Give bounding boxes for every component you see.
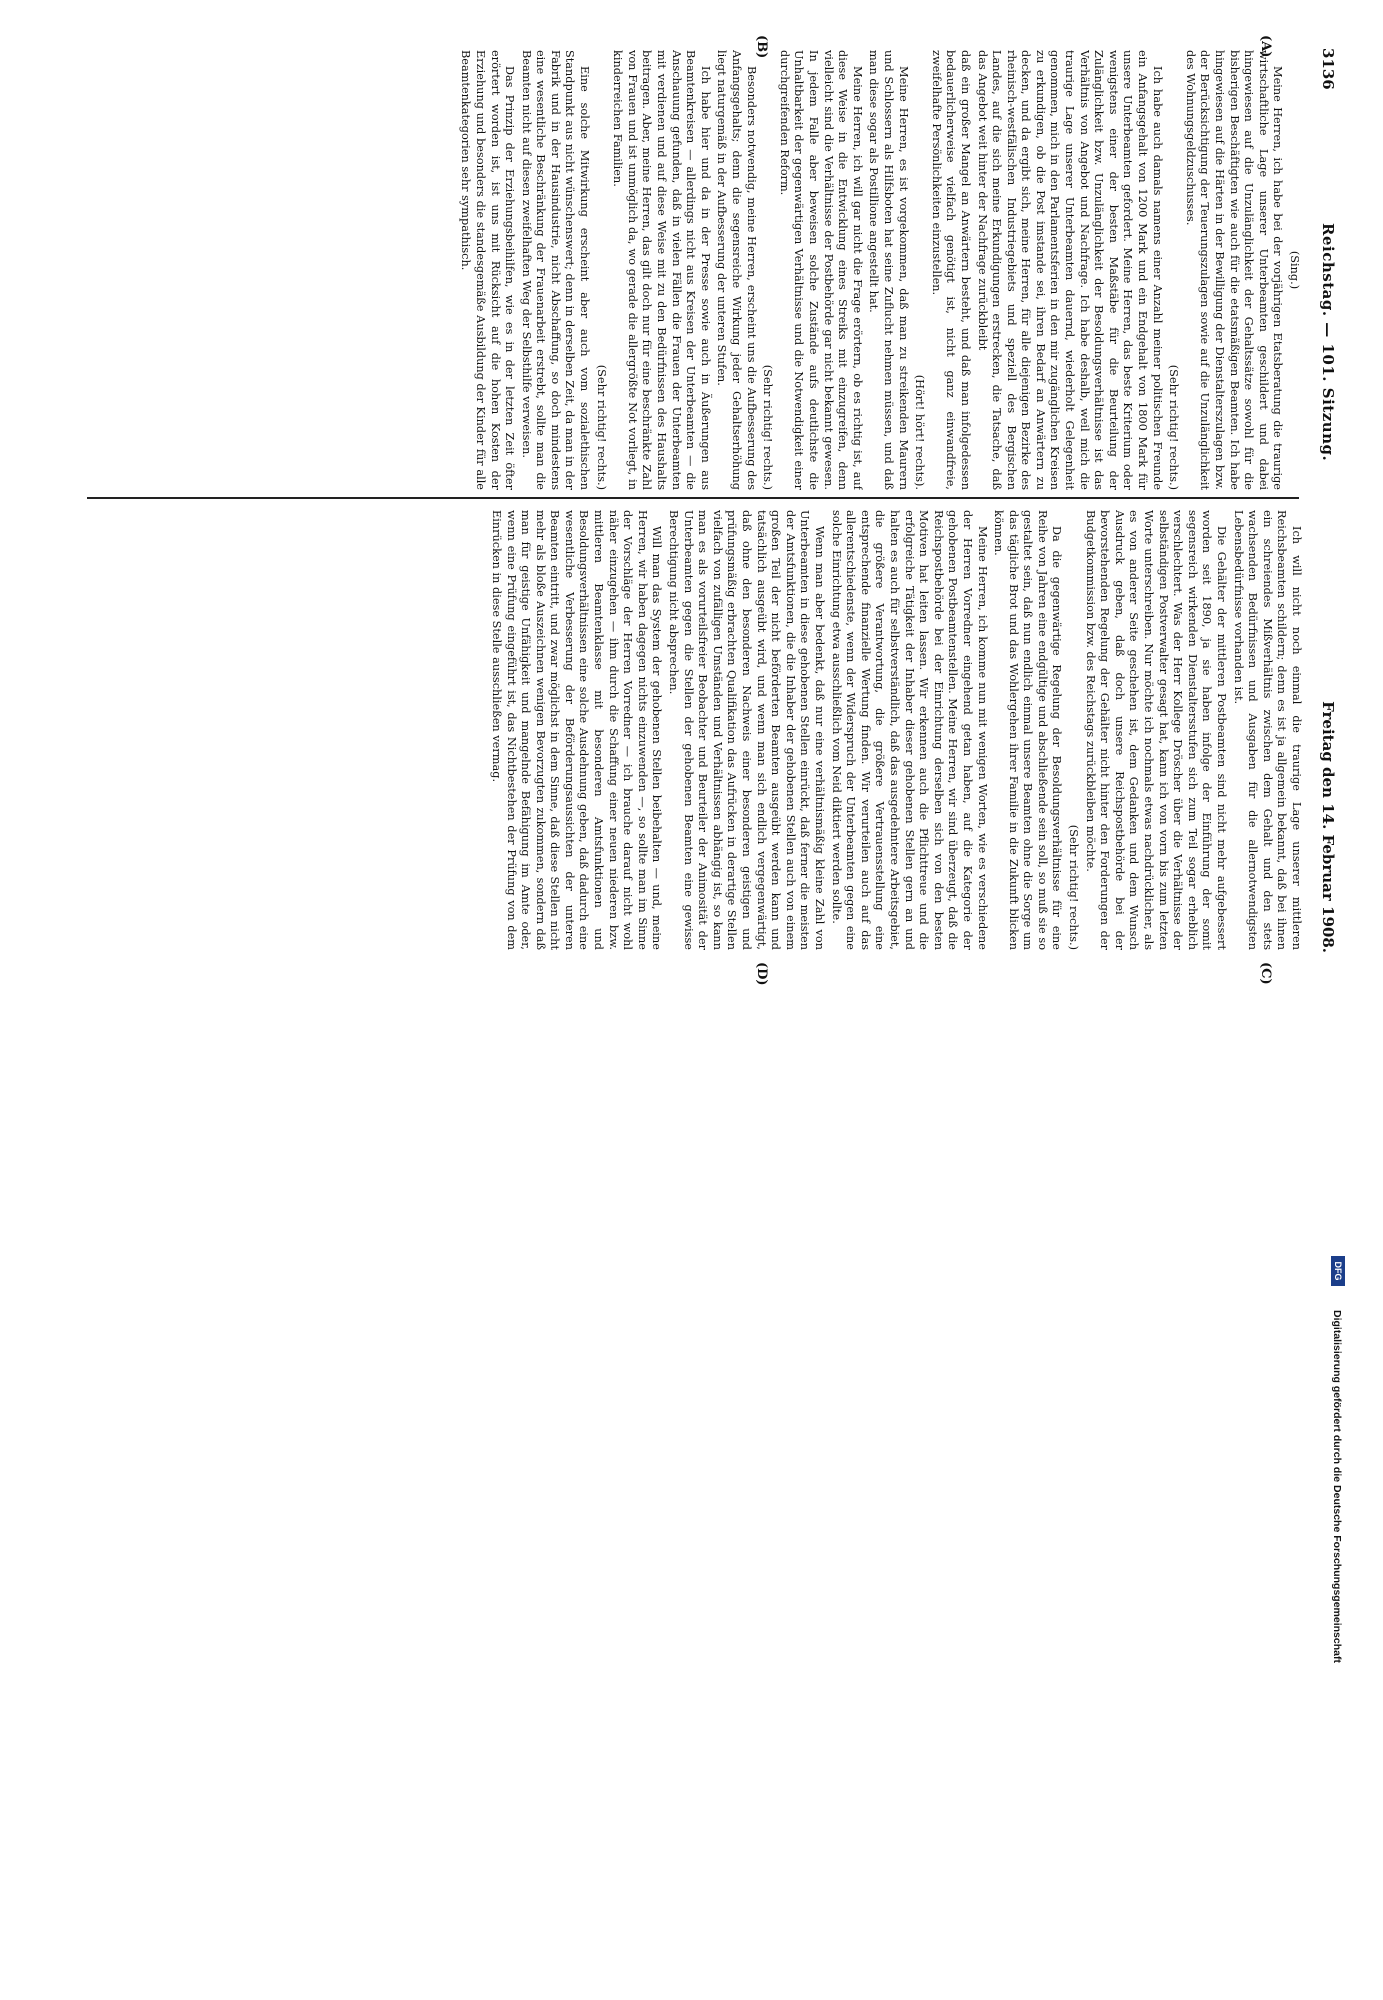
page-number: 3136 [1319,48,1337,90]
running-date: Freitag den 14. Februar 1908. [1319,701,1337,953]
paragraph: Meine Herren, ich habe bei der vorjährigen Etatsberatung die traurige wirtschaftliche Lage unserer Unterbeamten geschildert und dabei hingewiesen auf die Unzulänglichkeit der Gehaltssätze sowohl für die bisherigen Beschäftigten wie auch für die etatsmäßigen Beamten. Ich habe hingewiesen auf die Härten in der Bewilligung der Dienstalterszulagen bzw. der Berücksichtigung der Teuerungszulagen sowie auf die Unzulänglichkeit des Wohnungsgeldzuschusses. [1183,50,1285,490]
paragraph: Die Gehälter der mittleren Postbeamten sind nicht mehr aufgebessert worden seit 1890, ja sie haben infolge der Einführung der somit segensreich wirkenden Dienstaltersstufen sich zum Teil sogar erheblich verschlechtert. Was der Herr Kollege Dröscher über die Verhältnisse der selbständigen Postverwalter gesagt hat, kann ich von vorn bis zum letzten Worte unterschreiben. Nur möchte ich nochmals etwas nachdrücklicher, als es von anderer Seite geschehen ist, dem Gedanken und dem Wunsch Ausdruck geben, daß doch unsere Reichspostbehörde bei der bevorstehenden Regelung der Gehälter nicht hinter den Forderungen der Budgetkommission bzw. des Reichstags zurückbleiben möchte. [1083,510,1229,950]
paragraph: Meine Herren, ich will gar nicht die Frage erörtern, ob es richtig ist, auf diese Weise in die Entwicklung eines Streiks mit einzugreifen, denn vielleicht sind die Verhältnisse der Postbehörde gar nicht bekannt gewesen. In jedem Falle aber beweisen solche Zustände aufs deutlichste die Unhaltbarkeit der gegenwärtigen Verhältnisse und die Notwendigkeit einer durchgreifenden Reform. [777,50,864,490]
paragraph: Ich habe auch damals namens einer Anzahl meiner politischen Freunde ein Anfangsgehalt von 1200 Mark und ein Endgehalt von 1800 Mark für unsere Unterbeamten gefordert. Meine Herren, das beste Kriterium oder wenigstens einer der besten Maßstäbe für die Beurteilung der Zulänglichkeit bzw. Unzulänglichkeit der Besoldungsverhältnisse ist das Verhältnis von Angebot und Nachfrage. Ich habe deshalb, weil mich die traurige Lage unserer Unterbeamten dauernd, wiederholt Gelegenheit genommen, mich in den Parlamentsferien in den mir zugänglichen Kreisen zu erkundigen, ob die Post imstande sei, ihren Bedarf an Anwärtern zu decken, und da ergibt sich, meine Herren, für alle diejenigen Bezirke des rheinisch-westfälischen Industriegebiets und speziell des Bergischen Landes, auf die sich meine Erkundigungen erstrecken, die Tatsache, daß das Angebot weit hinter der Nachfrage zurückbleibt [975,50,1164,490]
margin-marker-a: (A) [1258,35,1273,58]
margin-marker-d: (D) [754,962,769,986]
digitization-credit: Digitalisierung gefördert durch die Deutsche Forschungsgemeinschaft [1331,1310,1343,1663]
running-head: Reichstag. — 101. Sitzung. [1319,223,1337,462]
interjection: (Sehr richtig! rechts.) [1067,824,1081,950]
paragraph: Ich habe hier und da in der Presse sowie auch in Äußerungen aus Beamtenkreisen — allerdings nicht aus Kreisen der Unterbeamten — die Anschauung gefunden, daß in vielen Fällen die Frauen der Unterbeamten mit verdienen und auf diese Weise mit zu den Bedürfnissen des Haushalts beitragen. Aber, meine Herren, das gilt doch nur für eine beschränkte Zahl von Frauen und ist unmöglich da, wo gerade die allergrößte Not vorliegt, in kinderreichen Familien. [611,50,712,490]
interjection: (Sehr richtig! rechts.) [761,364,775,490]
margin-marker-c: (C) [1258,962,1273,985]
paragraph: Eine solche Mitwirkung erscheint aber auch vom sozialethischen Standpunkt aus nicht wünschenswert; denn in derselben Zeit, da man in der Fabrik und in der Hausindustrie, nicht Abschaffung, so doch mindestens eine wesentliche Beschränkung der Frauenarbeit erstrebt, sollte man die Beamten nicht auf diesen zweifelhaften Weg der Selbsthilfe verweisen. [519,50,592,490]
left-column [83,50,1303,490]
interjection: (Sehr richtig! rechts.) [594,364,608,490]
paragraph: Meine Herren, ich komme nun mit wenigen Worten, wie es verschiedene der Herren Vorredner eingehend getan haben, auf die Kategorie der gehobenen Postbeamtenstellen. Meine Herren, wir sind überzeugt, daß die Reichspostbehörde bei der Einrichtung derselben sich von den besten Motiven hat leiten lassen. Wir erkennen auch die Pflichttreue und die erfolgreiche Tätigkeit der Inhaber dieser gehobenen Stellen gern an und halten es auch für selbstverständlich, daß das ausgedehntere Arbeitsgebiet, die größere Verantwortung, die größere Vertrauensstellung eine entsprechende finanzielle Wertung finden. Wir verurteilen auch auf das allerentschiedenste, wenn der Widerspruch der Unterbeamten gegen eine solche Einrichtung etwa ausschließlich vom Neid diktiert werden sollte. [829,510,989,950]
interjection: (Hört! hört! rechts). [913,374,927,490]
page-header [1309,48,1343,953]
column-divider [87,497,1299,499]
paragraph: Meine Herren, es ist vorgekommen, daß man zu streikenden Maurern und Schlossern als Hilfsboten hat seine Zuflucht nehmen müssen, und daß man diese sogar als Postillione angestellt hat. [867,50,910,490]
margin-marker-b: (B) [754,35,769,59]
paragraph: Wenn man aber bedenkt, daß nur eine verhältnismäßig kleine Zahl von Unterbeamten in diese gehobenen Stellen einrückt, daß ferner die meisten der Amtsfunktionen, die die Inhaber der gehobenen Stellen auch von einem großen Teil der nicht beförderten Beamten ausgeübt werden kann und tatsächlich ausgeübt wird, und wenn man sich endlich vergegenwärtigt, daß ohne den besonderen Nachweis einer besonderen geistigen und prüfungsmäßig erbrachten Qualifikation das Aufrücken in derartige Stellen vielfach von zufälligen Umständen und Verhältnissen abhängig ist, so kann man es als vorurteilsfreier Beobachter und Beurteiler der Animosität der Unterbeamten gegen die Stellen der gehobenen Beamten eine gewisse Berechtigung nicht absprechen. [667,510,826,950]
paragraph: Das Prinzip der Erziehungsbeihilfen, wie es in der letzten Zeit öfter erörtert worden ist, ist uns mit Rücksicht auf die hohen Kosten der Erziehung und besonders die standesgemäße Ausbildung der Kinder für alle Beamtenkategorien sehr sympathisch. [459,50,517,490]
paragraph: Da die gegenwärtige Regelung der Besoldungsverhältnisse für eine Reihe von Jahren eine endgültige und abschließende sein soll, so muß sie so gestaltet sein, daß nun endlich einmal unsere Beamten ohne die Sorge um das tägliche Brot und das Wohlergehen ihrer Familie in die Zukunft blicken können. [992,510,1064,950]
paragraph: Will man das System der gehobenen Stellen beibehalten — und, meine Herren, wir haben dagegen nichts einzuwenden —, so sollte man im Sinne der Vorschläge der Herren Vorredner — ich brauche darauf nicht wohl näher einzugehen — ihm durch die Schaffung einer neuen niederen bzw. mittleren Beamtenklasse mit besonderen Amtsfunktionen und Besoldungsverhältnissen eine solche Ausdehnung geben, daß dadurch eine wesentliche Verbesserung der Beförderungsaussichten der unteren Beamten eintritt, und zwar möglichst in dem Sinne, daß diese Stellen nicht mehr als bloße Auszeichnen wenigen Bevorzugten zukommen, sondern daß man für geistige Unfähigkeit und mangelnde Befähigung im Amte oder, wenn eine Prüfung eingeführt ist, das Nichtbestehen der Prüfung von dem Einrücken in diese Stelle ausschließen vermag. [489,510,664,950]
paragraph: Besonders notwendig, meine Herren, erscheint uns die Aufbesserung des Anfangsgehalts; denn die segensreiche Wirkung jeder Gehaltserhöhung liegt naturgemäß in der Aufbesserung der unteren Stufen. [715,50,758,490]
interjection: (Sehr richtig! rechts.) [1167,364,1181,490]
paragraph: daß ein großer Mangel an Anwärtern besteht, und daß man infolgedessen bedauerlicherweise vielfach genötigt ist, nicht ganz einwandfreie, zweifelhafte Persönlichkeiten einzustellen. [929,50,972,490]
right-column [83,510,1303,950]
dfg-logo: DFG [1331,1256,1345,1286]
speaker-label: (Sing.) [1288,250,1301,290]
paragraph: Ich will nicht noch einmal die traurige Lage unserer mittleren Reichsbeamten schildern; denn es ist ja allgemein bekannt, daß bei ihnen ein schreiendes Mißverhältnis zwischen dem Gehalt und den stets wachsenden Bedürfnissen und Ausgaben für die allernotwendigsten Lebensbedürfnisse vorhanden ist. [1231,510,1303,950]
